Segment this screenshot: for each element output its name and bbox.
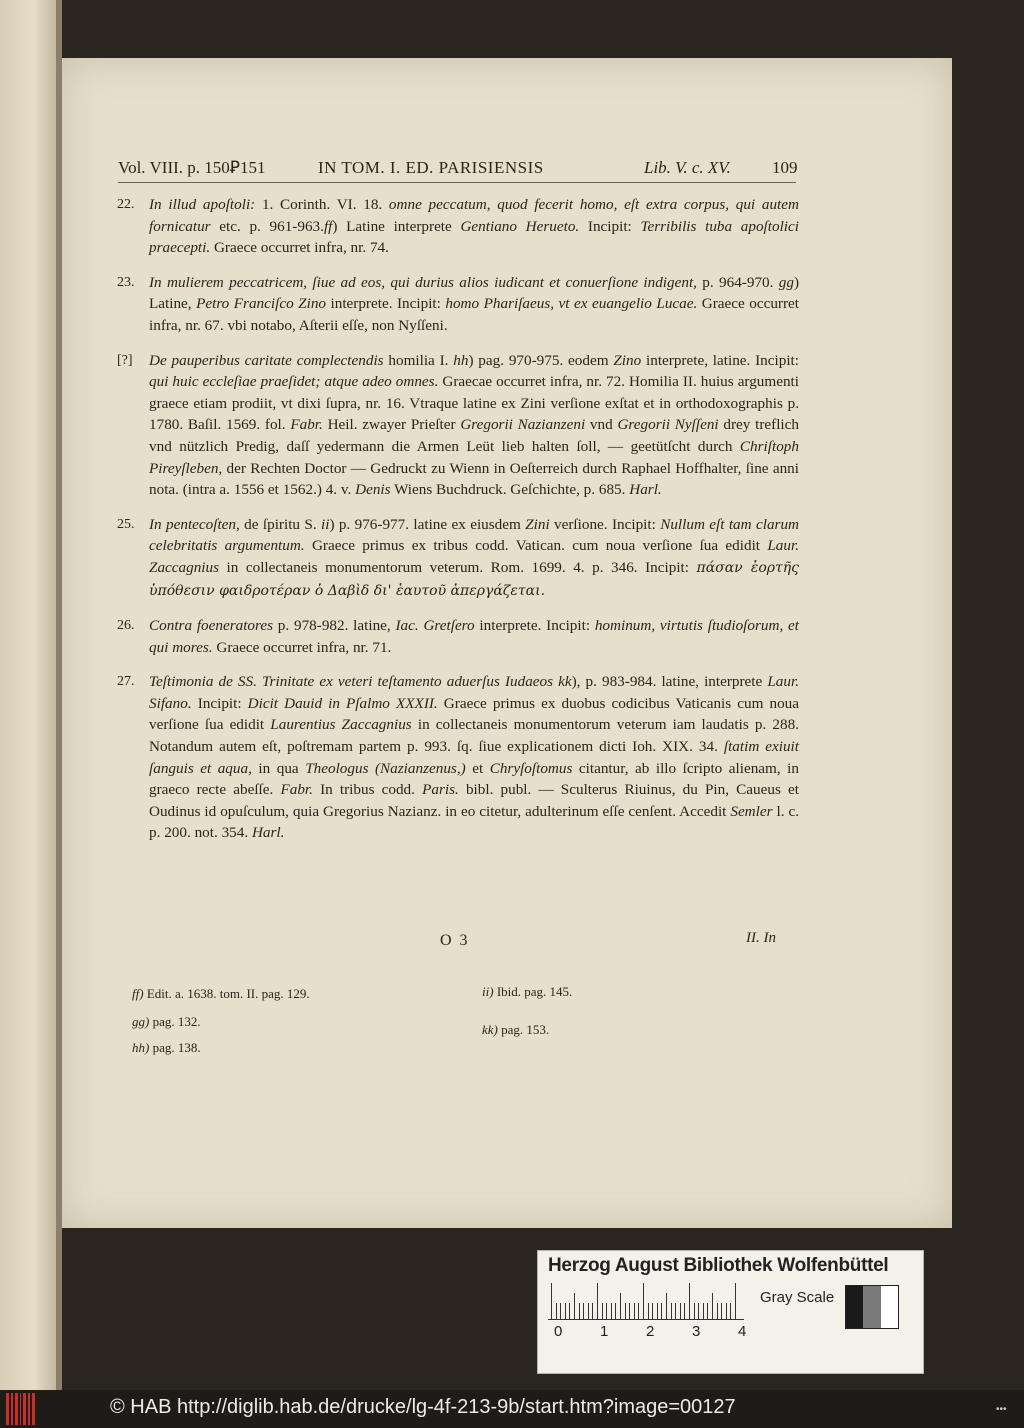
ruler-tick: [574, 1293, 575, 1319]
ruler-line: [548, 1319, 744, 1320]
entry-number: 22.: [117, 197, 135, 212]
entries-list: [117, 194, 799, 857]
ruler-tick: [625, 1303, 626, 1319]
barcode-bar: [23, 1393, 26, 1425]
ruler-tick: [565, 1303, 566, 1319]
ruler-tick: [615, 1303, 616, 1319]
ruler-digit: 3: [692, 1323, 701, 1340]
ruler-tick: [611, 1303, 612, 1319]
ruler-tick: [680, 1303, 681, 1319]
ruler-tick: [643, 1283, 644, 1319]
ruler-tick: [675, 1303, 676, 1319]
ruler-tick: [652, 1303, 653, 1319]
ruler-tick: [588, 1303, 589, 1319]
catchword: II. In: [746, 930, 776, 946]
ruler-tick: [583, 1303, 584, 1319]
barcode-bar: [6, 1393, 9, 1425]
ruler-tick: [602, 1303, 603, 1319]
footnote-ff: ff) Edit. a. 1638. tom. II. pag. 129.: [132, 986, 310, 1001]
ruler-tick: [698, 1303, 699, 1319]
entry-text: In mulierem peccatricem, ſiue ad eos, qui durius alios iudicant et conuerſione indigent, p. 964-970. gg) Latine, Petro Franciſco Zino interprete. Incipit: homo Phariſaeus, vt ex euangelio Lucae. Graece occurret infra, nr. 67. vbi notabo, Aſterii eſſe, non Nyſſeni.: [149, 273, 800, 334]
entry-text: Teſtimonia de SS. Trinitate ex veteri teſtamento aduerſus Iudaeos kk), p. 983-984. latine, interprete Laur. Sifano. Incipit: Dicit Dauid in Pſalmo XXXII. Graece primus ex duobus codicibus Vaticanis cum noua verſione ſua edidit Laurentius Zaccagnius in collectaneis monumentorum veterum iam laudatis p. 288. Notandum autem eſt, poſtremam partem p. 993. ſq. ſiue explicationem dicti Ioh. XIX. 34. ſtatim exiuit ſanguis et aqua, in qua Theologus (Nazianzenus,) et Chryſoſtomus citantur, ab illo ſcripto alienam, in graeco recte abeſſe. Fabr. In tribus codd. Paris. bibl. publ. — Sculterus Riuinus, du Pin, Caueus et Oudinus id opuſculum, quia Gregorius Nazianz. in eo citetur, adulterinum eſſe cenſent. Accedit Semler l. c. p. 200. not. 354. Harl.: [149, 673, 800, 842]
ruler-digit: 2: [646, 1323, 655, 1340]
swatch-cell: [881, 1286, 898, 1328]
bibliography-entry: [117, 272, 799, 337]
ruler-tick: [556, 1303, 557, 1319]
ruler-tick: [606, 1303, 607, 1319]
barcode-bar: [28, 1393, 30, 1425]
ruler-tick: [648, 1303, 649, 1319]
bibliography-entry: [117, 671, 799, 844]
ruler-tick: [560, 1303, 561, 1319]
ruler-digit: 4: [738, 1323, 747, 1340]
ruler-tick: [730, 1303, 731, 1319]
ruler-tick: [657, 1303, 658, 1319]
ruler-tick: [569, 1303, 570, 1319]
header-rule: [118, 182, 796, 183]
gray-scale-label: Gray Scale: [760, 1289, 835, 1306]
ruler-digit: 0: [554, 1323, 563, 1340]
ruler-tick: [707, 1303, 708, 1319]
ruler-tick: [597, 1283, 598, 1319]
ruler-tick: [666, 1293, 667, 1319]
entry-number: 27.: [117, 674, 135, 690]
ruler-digit: 1: [600, 1323, 609, 1340]
barcode-bar: [20, 1393, 21, 1425]
gray-scale-swatch: [845, 1285, 899, 1329]
library-color-card: [537, 1250, 924, 1374]
swatch-cell: [846, 1286, 863, 1328]
ruler-tick: [721, 1303, 722, 1319]
ruler-tick: [689, 1283, 690, 1319]
bibliography-entry: [117, 350, 799, 501]
bibliography-entry: [117, 194, 799, 259]
entry-number: 25.: [117, 516, 135, 532]
header-title: IN TOM. I. ED. PARISIENSIS: [318, 158, 544, 177]
ruler-tick: [579, 1303, 580, 1319]
ruler-tick: [671, 1303, 672, 1319]
header-volume-ref: Vol. VIII. p. 150Ꝑ151: [118, 158, 266, 177]
ruler-tick: [592, 1303, 593, 1319]
ruler-tick: [551, 1283, 552, 1319]
entry-text: De pauperibus caritate complectendis homilia I. hh) pag. 970-975. eodem Zino interprete, latine. Incipit: qui huic eccleſiae praeſidet; atque adeo omnes. Graecae occurret infra, nr. 72. Homilia II. huius argumenti graece etiam prodiit, vt dixi ſupra, nr. 16. Vtraque latine ex Zini verſione exſtat et in orthodoxographis p. 1780. Baſil. 1569. fol. Fabr. Heil. zwayer Prieſter Gregorii Nazianzeni vnd Gregorii Nyſſeni drey treflich vnd nützlich Predig, daſſ yedermann die Armen Leüt lieb halten ſoll, — geetütſcht durch Chriſtoph Pireyſleben, der Rechten Doctor — Gedruckt zu Wienn in Oeſterreich durch Raphael Hoffhalter, ſine anni nota. (intra a. 1556 et 1562.) 4. v. Denis Wiens Buchdruck. Geſchichte, p. 685. Harl.: [149, 351, 799, 499]
swatch-cell: [863, 1286, 880, 1328]
ruler-tick: [694, 1303, 695, 1319]
ruler-tick: [717, 1303, 718, 1319]
ruler-tick: [735, 1283, 736, 1319]
entry-text: In pentecoſten, de ſpiritu S. ii) p. 976-977. latine ex eiusdem Zini verſione. Incipit: Nullum eſt tam clarum celebritatis argumentum. Graece primus ex tribus codd. Vatican. cum noua verſione ſua edidit Laur. Zaccagnius in collectaneis monumentorum veterum. Rom. 1699. 4. p. 346. Incipit: πάσαν ἑορτῆς ὑπόθεσιν φαιδροτέραν ὁ Δαβὶδ δι' ἑαυτοῦ ἀπεργάζεται.: [149, 515, 800, 599]
ruler-tick: [661, 1303, 662, 1319]
footnote-hh: hh) pag. 138.: [132, 1040, 201, 1055]
ruler-tick: [712, 1293, 713, 1319]
ruler-tick: [634, 1303, 635, 1319]
entry-number: [?]: [117, 352, 133, 368]
entry-number: 26.: [117, 618, 135, 634]
entry-number: 23.: [117, 274, 135, 290]
footnote-kk: kk) pag. 153.: [482, 1022, 550, 1037]
barcode-icon: [6, 1393, 42, 1425]
footnote-ii: ii) Ibid. pag. 145.: [482, 984, 573, 999]
entry-text: In illud apoſtoli: 1. Corinth. VI. 18. omne peccatum, quod fecerit homo, eſt extra corpus, qui autem fornicatur etc. p. 961-963.ff) Latine interprete Gentiano Herueto. Incipit: Terribilis tuba apoſtolici praecepti. Graece occurret infra, nr. 74.: [149, 196, 799, 257]
page-number: 109: [772, 158, 798, 177]
running-header: [118, 158, 798, 184]
ruler-ticks: [551, 1281, 743, 1319]
header-book-chapter: Lib. V. c. XV.: [644, 158, 731, 177]
ruler-tick: [726, 1303, 727, 1319]
bibliography-entry: [117, 514, 799, 602]
ruler-tick: [703, 1303, 704, 1319]
copyright-url: © HAB http://diglib.hab.de/drucke/lg-4f-213-9b/start.htm?image=00127: [110, 1396, 736, 1418]
footnote-gg: gg) pag. 132.: [132, 1014, 201, 1029]
barcode-bar: [32, 1393, 35, 1425]
adjacent-page-edge: [0, 0, 62, 1390]
ruler-tick: [620, 1293, 621, 1319]
barcode-bar: [11, 1393, 13, 1425]
bibliography-entry: [117, 615, 799, 658]
ruler-tick: [684, 1303, 685, 1319]
library-name: Herzog August Bibliothek Wolfenbüttel: [548, 1255, 889, 1276]
ruler-tick: [629, 1303, 630, 1319]
barcode-bar: [15, 1393, 18, 1425]
dots-icon: •••: [996, 1404, 1007, 1415]
entry-text: Contra foeneratores p. 978-982. latine, Iac. Gretſero interprete. Incipit: hominum, virtutis ſtudioſorum, et qui mores. Graece occurret infra, nr. 71.: [149, 617, 800, 656]
ruler-tick: [638, 1303, 639, 1319]
signature-mark: O 3: [440, 932, 470, 949]
